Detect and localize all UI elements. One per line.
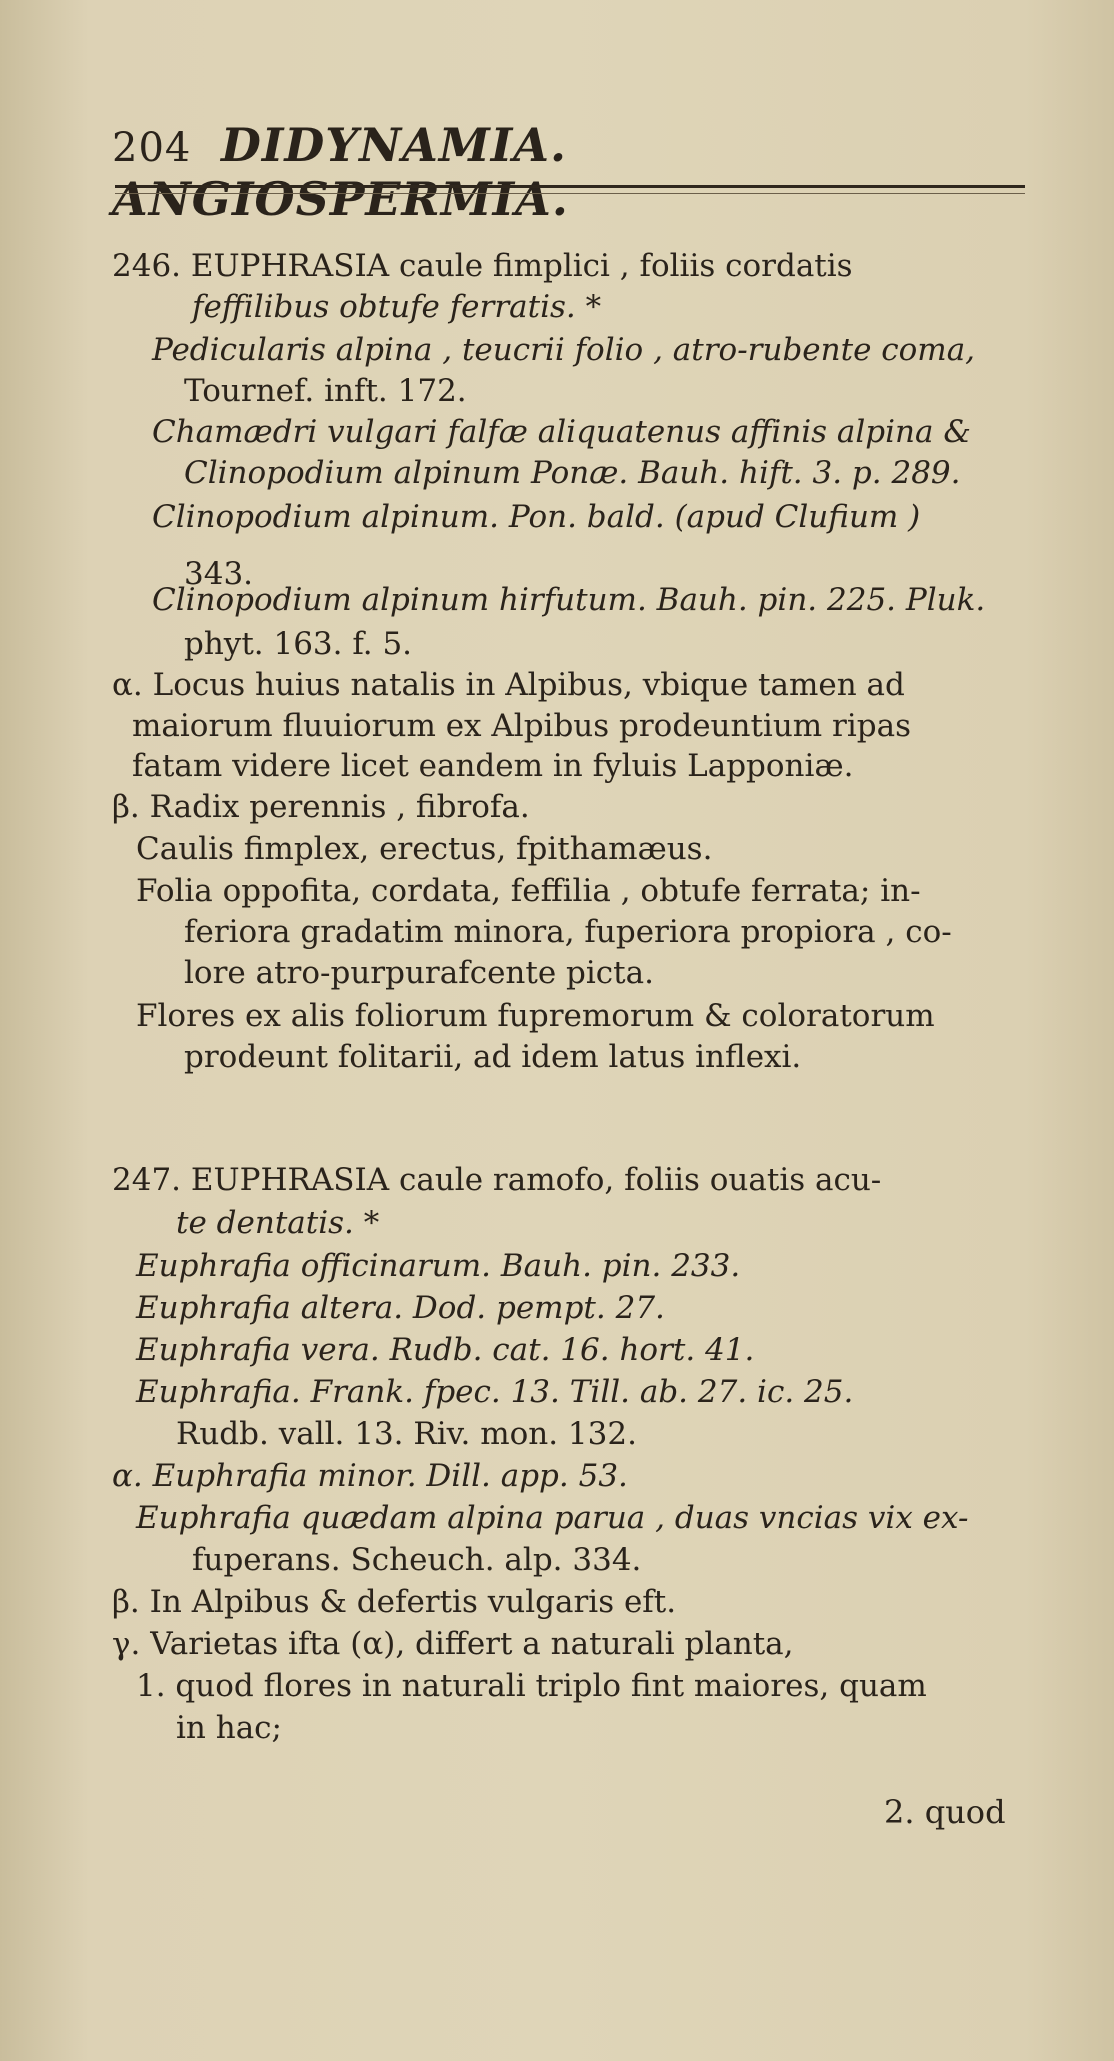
entry-line: Euphrafia. Frank. fpec. 13. Till. ab. 27. ic. 25.	[136, 1374, 854, 1410]
entry-line: Chamædri vulgari falfæ aliquatenus affinis alpina &	[152, 414, 971, 450]
entry-line: Flores ex alis foliorum fupremorum & coloratorum	[136, 998, 935, 1034]
entry-line: Caulis fimplex, erectus, fpithamæus.	[136, 831, 713, 867]
entry-line: Euphrafia altera. Dod. pempt. 27.	[136, 1290, 665, 1326]
entry-line: α. Euphrafia minor. Dill. app. 53.	[112, 1458, 628, 1494]
running-header	[112, 118, 1032, 226]
entry-line: γ. Varietas ifta (α), differt a naturali planta,	[112, 1626, 794, 1662]
entry-line: α. Locus huius natalis in Alpibus, vbique tamen ad	[112, 667, 905, 703]
entry-line: feriora gradatim minora, fuperiora propiora , co-	[184, 914, 952, 950]
running-title: DIDYNAMIA. ANGIOSPERMIA.	[112, 118, 569, 226]
entry-line: Pedicularis alpina , teucrii folio , atro-rubente coma,	[152, 332, 976, 368]
entry-line: 246. EUPHRASIA caule fimplici , foliis cordatis	[112, 248, 853, 284]
catchword: 2. quod	[884, 1793, 1006, 1831]
entry-line: Euphrafia quædam alpina parua , duas vncias vix ex-	[136, 1500, 969, 1536]
entry-line: 247. EUPHRASIA caule ramofo, foliis ouatis acu-	[112, 1162, 882, 1198]
entry-line: Clinopodium alpinum Ponæ. Bauh. hift. 3. p. 289.	[184, 455, 961, 491]
entry-line: Clinopodium alpinum hirfutum. Bauh. pin. 225. Pluk.	[152, 582, 986, 618]
entry-line: β. In Alpibus & defertis vulgaris eft.	[112, 1584, 677, 1620]
entry-line: prodeunt folitarii, ad idem latus inflexi.	[184, 1039, 802, 1075]
entry-line: feffilibus obtufe ferratis. *	[192, 289, 602, 325]
entry-line: Euphrafia vera. Rudb. cat. 16. hort. 41.	[136, 1332, 755, 1368]
header-rule	[115, 185, 1025, 194]
entry-line: Euphrafia officinarum. Bauh. pin. 233.	[136, 1248, 741, 1284]
entry-line: Rudb. vall. 13. Riv. mon. 132.	[176, 1416, 637, 1452]
entry-line: maiorum fluuiorum ex Alpibus prodeuntium ripas	[132, 708, 912, 744]
entry-line: 343.	[184, 556, 254, 592]
entry-line: Tournef. inft. 172.	[184, 373, 467, 409]
entry-line: fuperans. Scheuch. alp. 334.	[192, 1542, 642, 1578]
entry-line: phyt. 163. f. 5.	[184, 626, 413, 662]
entry-line: Clinopodium alpinum. Pon. bald. (apud Clufium )	[152, 499, 921, 535]
entry-line: 1. quod flores in naturali triplo fint maiores, quam	[136, 1668, 927, 1704]
entry-line: Folia oppofita, cordata, feffilia , obtufe ferrata; in-	[136, 873, 921, 909]
entry-line: te dentatis. *	[176, 1205, 380, 1241]
entry-line: in hac;	[176, 1710, 282, 1746]
page-number: 204	[112, 125, 192, 171]
entry-line: lore atro-purpurafcente picta.	[184, 955, 654, 991]
entry-line: fatam videre licet eandem in fyluis Lapponiæ.	[132, 748, 854, 784]
entry-line: β. Radix perennis , fibrofa.	[112, 789, 530, 825]
